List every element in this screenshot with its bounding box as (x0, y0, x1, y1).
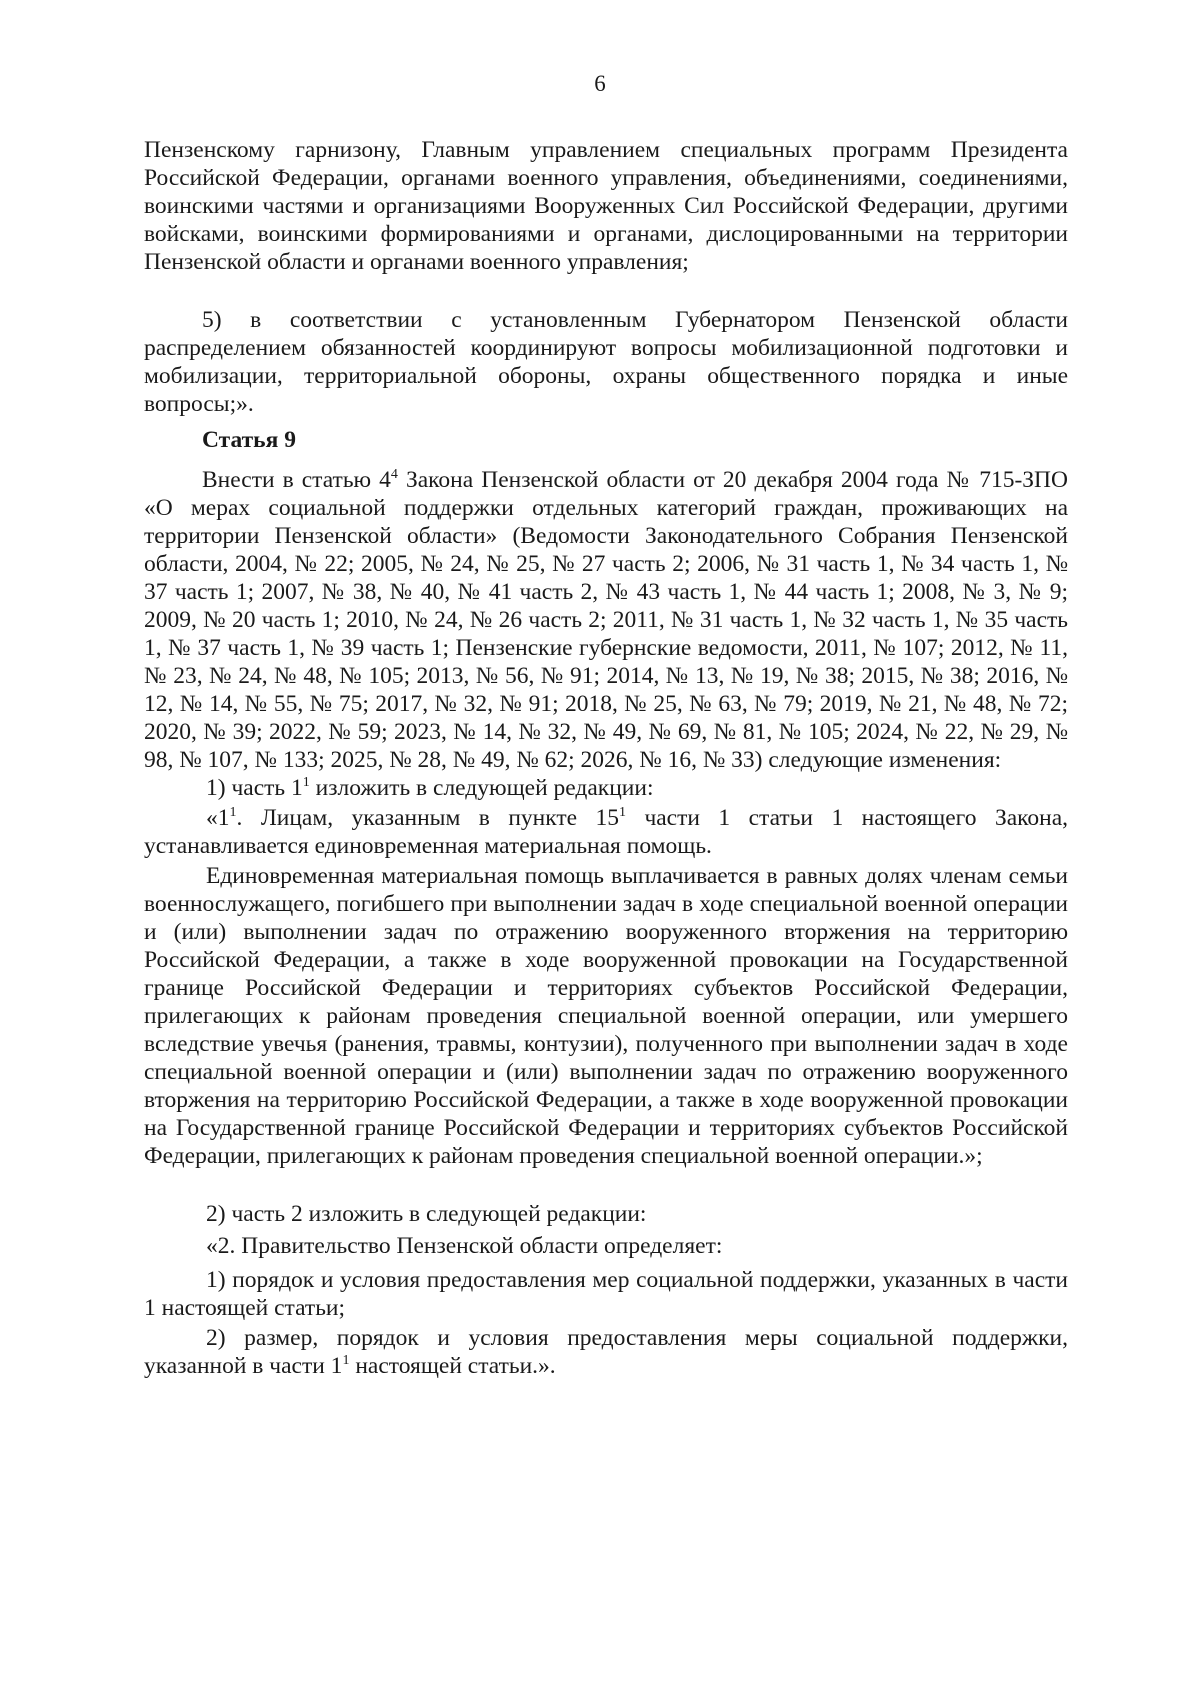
amendment-intro-rest: Закона Пензенской области от 20 декабря 2004 года № 715-ЗПО «О мерах социальной поддержки отдельных категорий граждан, проживающих на территории Пензенской области» (Ведомости Законодательного Собрания Пензенской области, 2004, № 22; 2005, № 24, № 25, № 27 часть 2; 2006, № 31 часть 1, № 34 часть 1, № 37 часть 1; 2007, № 38, № 40, № 41 часть 2, № 43 часть 1, № 44 часть 1; 2008, № 3, № 9; 2009, № 20 часть 1; 2010, № 24, № 26 часть 2; 2011, № 31 часть 1, № 32 часть 1, № 35 часть 1, № 37 часть 1, № 39 часть 1; Пензенские губернские ведомости, 2011, № 107; 2012, № 11, № 23, № 24, № 48, № 105; 2013, № 56, № 91; 2014, № 13, № 19, № 38; 2015, № 38; 2016, № 12, № 14, № 55, № 75; 2017, № 32, № 91; 2018, № 25, № 63, № 79; 2019, № 21, № 48, № 72; 2020, № 39; 2022, № 59; 2023, № 14, № 32, № 49, № 69, № 81, № 105; 2024, № 22, № 29, № 98, № 107, № 133; 2025, № 28, № 49, № 62; 2026, № 16, № 33) следующие изменения: (144, 467, 1068, 773)
sub-item-1 (144, 1266, 1068, 1322)
quote-part-2-text: «2. Правительство Пензенской области определяет: (206, 1233, 723, 1259)
amendment-intro-lead: Внести в статью 4 (202, 467, 391, 493)
quote-part-1-1 (144, 804, 1068, 860)
quote-1-a: «1 (206, 805, 230, 831)
item-1-lead: 1) часть 1 (206, 775, 303, 801)
item-1-rest: изложить в следующей редакции: (309, 775, 654, 801)
paragraph-item-5-text: 5) в соответствии с установленным Губернатором Пензенской области распределением обязанностей координируют вопросы мобилизационной подготовки и мобилизации, территориальной обороны, охраны общественного порядка и иные вопросы;». (144, 307, 1068, 417)
sub-item-2 (144, 1324, 1068, 1380)
quote-1-b: . Лицам, указанным в пункте 15 (236, 805, 619, 831)
quote-1-sup-b: 1 (618, 805, 626, 821)
item-2 (144, 1200, 1068, 1228)
sub-item-1-text: 1) порядок и условия предоставления мер социальной поддержки, указанных в части 1 настоящей статьи; (144, 1267, 1068, 1321)
item-2-text: 2) часть 2 изложить в следующей редакции: (206, 1201, 647, 1227)
quote-1-sup-a: 1 (229, 805, 237, 821)
paragraph-amendment-intro (144, 466, 1068, 774)
sub-item-2-lead: 2) размер, порядок и условия предоставления меры социальной поддержки, указанной в части 1 (144, 1325, 1068, 1379)
paragraph-item-5 (144, 306, 1068, 418)
sub-item-2-sup: 1 (342, 1353, 350, 1369)
item-1 (144, 774, 1068, 802)
amendment-intro-sup: 4 (390, 467, 398, 483)
article-heading: Статья 9 (202, 427, 296, 453)
paragraph-garrison-text: Пензенскому гарнизону, Главным управлением специальных программ Президента Российской Федерации, органами военного управления, объединениями, соединениями, воинскими частями и организациями Вооруженных Сил Российской Федерации, другими войсками, воинскими формированиями и органами, дислоцированными на территории Пензенской области и органами военного управления; (144, 137, 1068, 275)
quote-1-c: части 1 статьи 1 настоящего Закона, устанавливается единовременная материальная помощь. (144, 805, 1068, 859)
paragraph-material-aid-text: Единовременная материальная помощь выплачивается в равных долях членам семьи военнослужащего, погибшего при выполнении задач в ходе специальной военной операции и (или) выполнении задач по отражению вооруженного вторжения на территорию Российской Федерации, а также в ходе вооруженной провокации на Государственной границе Российской Федерации и территориях субъектов Российской Федерации, прилегающих к районам проведения специальной военной операции, или умершего вследствие увечья (ранения, травмы, контузии), полученного при выполнении задач в ходе специальной военной операции и (или) выполнении задач по отражению вооруженного вторжения на территорию Российской Федерации, а также в ходе вооруженной провокации на Государственной границе Российской Федерации и территориях субъектов Российской Федерации, прилегающих к районам проведения специальной военной операции.»; (144, 863, 1068, 1169)
paragraph-material-aid (144, 862, 1068, 1170)
sub-item-2-rest: настоящей статьи.». (349, 1353, 556, 1379)
quote-part-2 (144, 1232, 1068, 1260)
page-number: 6 (594, 71, 606, 96)
item-1-sup: 1 (302, 775, 310, 791)
paragraph-garrison (144, 136, 1068, 276)
